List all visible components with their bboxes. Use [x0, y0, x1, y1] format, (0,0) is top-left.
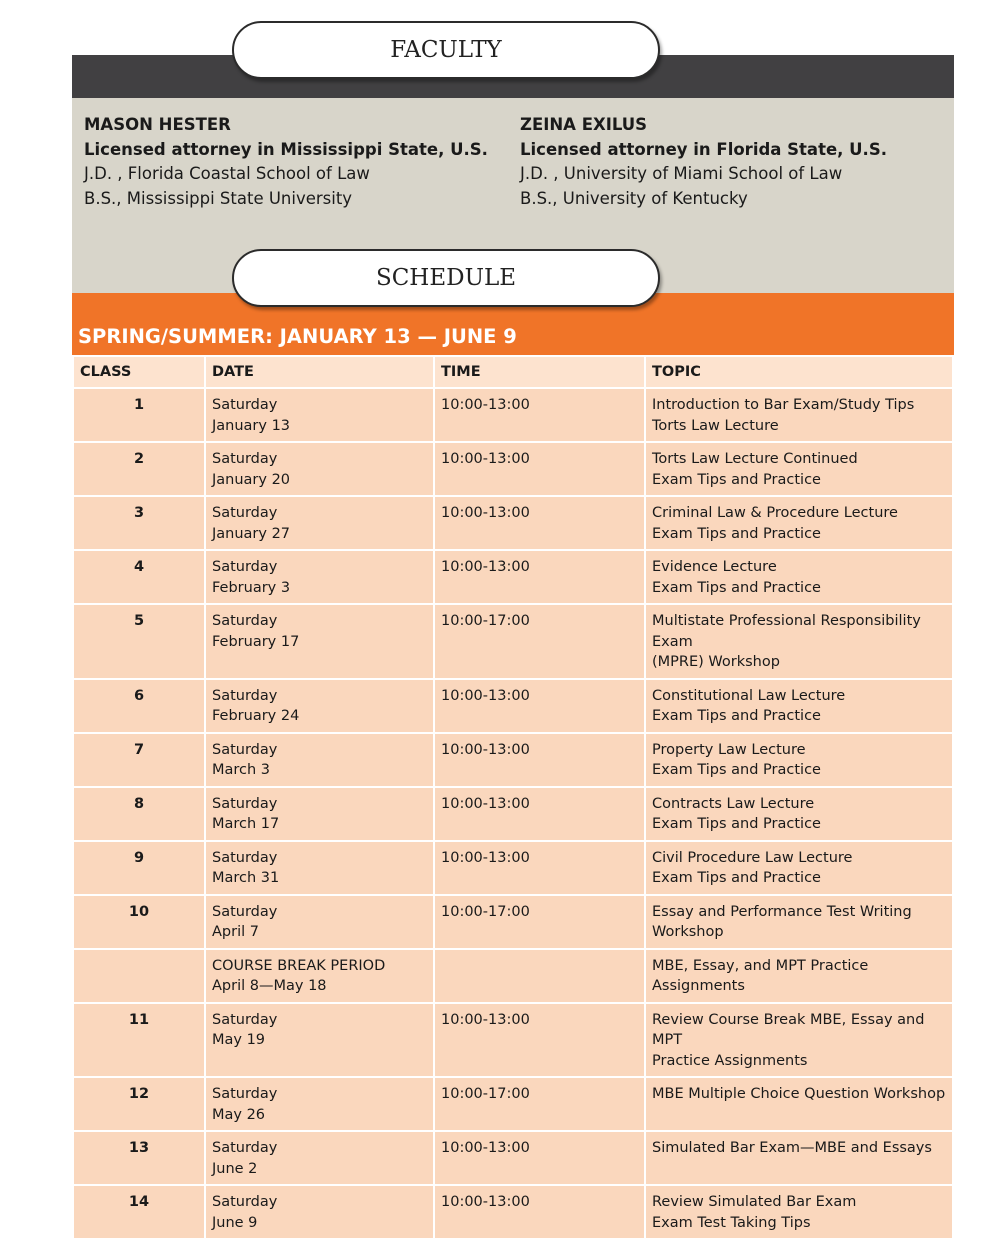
date-cell	[205, 841, 434, 895]
time-cell	[434, 787, 645, 841]
date-line: Saturday	[212, 795, 278, 812]
topic-cell	[645, 1003, 953, 1078]
class-number: 3	[133, 505, 145, 521]
class-cell	[73, 550, 205, 604]
table-row	[73, 1185, 953, 1239]
date-cell	[205, 1185, 434, 1239]
topic-cell	[645, 1185, 953, 1239]
faculty-degree: B.S., Mississippi State University	[84, 188, 353, 208]
class-number: 13	[128, 1140, 150, 1156]
date-cell	[205, 388, 434, 442]
table-row	[73, 1077, 953, 1131]
time-value: 10:00-13:00	[441, 849, 530, 866]
class-cell	[73, 1077, 205, 1131]
class-cell	[73, 388, 205, 442]
topic-line: (MPRE) Workshop	[652, 654, 780, 670]
class-number: 12	[128, 1086, 150, 1102]
class-cell	[73, 679, 205, 733]
date-line: May 19	[212, 1032, 266, 1048]
date-line: June 2	[212, 1160, 258, 1177]
table-row	[73, 787, 953, 841]
date-line: Saturday	[212, 505, 278, 521]
table-row	[73, 388, 953, 442]
date-line: COURSE BREAK PERIOD	[212, 957, 386, 974]
topic-line: Exam Tips and Practice	[652, 708, 821, 724]
date-cell	[205, 895, 434, 949]
time-cell	[434, 1131, 645, 1185]
class-cell	[73, 496, 205, 550]
table-row	[73, 1003, 953, 1078]
table-row	[73, 1131, 953, 1185]
column-header-class: CLASS	[73, 356, 205, 388]
table-row	[73, 841, 953, 895]
table-row	[73, 604, 953, 679]
topic-cell	[645, 787, 953, 841]
time-value: 10:00-17:00	[441, 903, 530, 920]
date-cell	[205, 733, 434, 787]
faculty-member-1	[84, 113, 488, 211]
faculty-name: MASON HESTER	[84, 115, 231, 134]
date-line: Saturday	[212, 903, 278, 920]
topic-line: Exam Tips and Practice	[652, 525, 821, 542]
class-cell	[73, 1003, 205, 1078]
time-cell	[434, 949, 645, 1003]
column-header-date: DATE	[205, 356, 434, 388]
topic-cell	[645, 841, 953, 895]
date-line: April 7	[212, 924, 259, 940]
topic-line: MBE, Essay, and MPT Practice Assignments	[652, 957, 869, 994]
class-cell	[73, 604, 205, 679]
faculty-license: Licensed attorney in Florida State, U.S.	[520, 139, 887, 159]
schedule-heading: SCHEDULE	[232, 249, 660, 307]
date-line: January 27	[212, 525, 291, 542]
table-header-row	[73, 356, 953, 388]
time-cell	[434, 679, 645, 733]
time-cell	[434, 604, 645, 679]
date-cell	[205, 1077, 434, 1131]
faculty-degree: J.D. , Florida Coastal School of Law	[84, 164, 370, 183]
topic-line: Introduction to Bar Exam/Study Tips	[652, 397, 915, 413]
topic-line: Multistate Professional Responsibility Exam	[652, 613, 921, 650]
table-row	[73, 733, 953, 787]
topic-cell	[645, 679, 953, 733]
topic-cell	[645, 1077, 953, 1131]
faculty-degree: J.D. , University of Miami School of Law	[520, 164, 843, 183]
topic-cell	[645, 604, 953, 679]
date-line: Saturday	[212, 1011, 278, 1028]
time-value: 10:00-13:00	[441, 1194, 530, 1210]
column-header-time: TIME	[434, 356, 645, 388]
topic-line: Constitutional Law Lecture	[652, 687, 846, 704]
topic-line: Review Course Break MBE, Essay and MPT	[652, 1011, 925, 1048]
time-cell	[434, 1185, 645, 1239]
time-cell	[434, 442, 645, 496]
date-cell	[205, 550, 434, 604]
class-number: 1	[133, 397, 145, 413]
date-line: March 31	[212, 870, 280, 886]
topic-line: Exam Tips and Practice	[652, 579, 821, 596]
time-value: 10:00-13:00	[441, 741, 530, 758]
date-line: Saturday	[212, 397, 278, 413]
topic-cell	[645, 442, 953, 496]
date-line: May 26	[212, 1106, 266, 1123]
date-cell	[205, 442, 434, 496]
class-cell	[73, 733, 205, 787]
class-number: 4	[133, 559, 145, 575]
date-line: February 17	[212, 633, 300, 650]
faculty-heading: FACULTY	[232, 21, 660, 79]
topic-cell	[645, 550, 953, 604]
date-line: March 17	[212, 816, 280, 832]
table-row	[73, 442, 953, 496]
topic-line: Exam Test Taking Tips	[652, 1214, 811, 1231]
date-cell	[205, 679, 434, 733]
date-line: Saturday	[212, 687, 278, 704]
topic-cell	[645, 496, 953, 550]
date-line: January 13	[212, 417, 291, 434]
topic-line: Criminal Law & Procedure Lecture	[652, 505, 898, 521]
time-cell	[434, 895, 645, 949]
class-cell	[73, 1131, 205, 1185]
class-number: 9	[133, 849, 145, 866]
date-line: March 3	[212, 762, 271, 778]
time-cell	[434, 733, 645, 787]
schedule-table	[72, 355, 954, 1240]
date-line: Saturday	[212, 849, 278, 866]
time-value: 10:00-13:00	[441, 559, 530, 575]
table-row	[73, 496, 953, 550]
class-number: 11	[128, 1011, 150, 1028]
class-cell	[73, 787, 205, 841]
topic-line: Torts Law Lecture Continued	[652, 451, 858, 467]
class-cell	[73, 949, 205, 1003]
time-cell	[434, 841, 645, 895]
time-cell	[434, 496, 645, 550]
topic-line: Exam Tips and Practice	[652, 870, 821, 886]
class-number: 14	[128, 1194, 150, 1210]
class-number: 7	[133, 741, 145, 758]
class-cell	[73, 1185, 205, 1239]
date-cell	[205, 949, 434, 1003]
topic-line: Contracts Law Lecture	[652, 795, 815, 812]
date-line: June 9	[212, 1214, 258, 1231]
class-number: 2	[133, 451, 145, 467]
topic-line: Exam Tips and Practice	[652, 816, 821, 832]
table-row	[73, 679, 953, 733]
topic-cell	[645, 895, 953, 949]
date-cell	[205, 604, 434, 679]
time-value: 10:00-13:00	[441, 1011, 530, 1028]
date-cell	[205, 1003, 434, 1078]
topic-line: Practice Assignments	[652, 1052, 808, 1069]
date-line: Saturday	[212, 613, 278, 629]
date-line: Saturday	[212, 1194, 278, 1210]
date-line: Saturday	[212, 1086, 278, 1102]
date-line: Saturday	[212, 741, 278, 758]
faculty-license: Licensed attorney in Mississippi State, U.S.	[84, 139, 488, 159]
topic-cell	[645, 1131, 953, 1185]
date-line: Saturday	[212, 559, 278, 575]
table-row	[73, 949, 953, 1003]
column-header-topic: TOPIC	[645, 356, 953, 388]
time-value: 10:00-13:00	[441, 451, 530, 467]
class-number: 5	[133, 613, 145, 629]
topic-line: Workshop	[652, 924, 724, 940]
topic-line: Civil Procedure Law Lecture	[652, 849, 853, 866]
time-cell	[434, 388, 645, 442]
class-cell	[73, 841, 205, 895]
topic-cell	[645, 733, 953, 787]
topic-line: Exam Tips and Practice	[652, 471, 821, 488]
table-row	[73, 895, 953, 949]
date-line: February 3	[212, 579, 291, 596]
topic-cell	[645, 388, 953, 442]
topic-line: Evidence Lecture	[652, 559, 777, 575]
date-line: January 20	[212, 471, 291, 488]
topic-cell	[645, 949, 953, 1003]
class-cell	[73, 442, 205, 496]
date-line: April 8—May 18	[212, 978, 327, 994]
faculty-name: ZEINA EXILUS	[520, 115, 648, 134]
topic-line: Simulated Bar Exam—MBE and Essays	[652, 1140, 932, 1156]
class-number: 10	[128, 903, 150, 920]
faculty-member-2	[520, 113, 887, 211]
date-line: February 24	[212, 708, 300, 724]
date-cell	[205, 787, 434, 841]
class-number: 6	[133, 687, 145, 704]
date-line: Saturday	[212, 1140, 278, 1156]
time-value: 10:00-17:00	[441, 613, 530, 629]
topic-line: Essay and Performance Test Writing	[652, 903, 912, 920]
topic-line: Review Simulated Bar Exam	[652, 1194, 857, 1210]
time-value: 10:00-13:00	[441, 397, 530, 413]
time-cell	[434, 1077, 645, 1131]
topic-line: Torts Law Lecture	[652, 417, 779, 434]
topic-line: MBE Multiple Choice Question Workshop	[652, 1086, 946, 1102]
faculty-degree: B.S., University of Kentucky	[520, 188, 748, 208]
time-value: 10:00-13:00	[441, 505, 530, 521]
time-value: 10:00-13:00	[441, 687, 530, 704]
time-cell	[434, 550, 645, 604]
schedule-body	[73, 388, 953, 1239]
time-value: 10:00-17:00	[441, 1086, 530, 1102]
topic-line: Property Law Lecture	[652, 741, 806, 758]
time-value: 10:00-13:00	[441, 795, 530, 812]
time-value: 10:00-13:00	[441, 1140, 530, 1156]
schedule-period-title: SPRING/SUMMER: JANUARY 13 — JUNE 9	[78, 325, 517, 348]
class-number: 8	[133, 795, 145, 812]
time-cell	[434, 1003, 645, 1078]
class-cell	[73, 895, 205, 949]
table-row	[73, 550, 953, 604]
date-line: Saturday	[212, 451, 278, 467]
date-cell	[205, 496, 434, 550]
topic-line: Exam Tips and Practice	[652, 762, 821, 778]
date-cell	[205, 1131, 434, 1185]
